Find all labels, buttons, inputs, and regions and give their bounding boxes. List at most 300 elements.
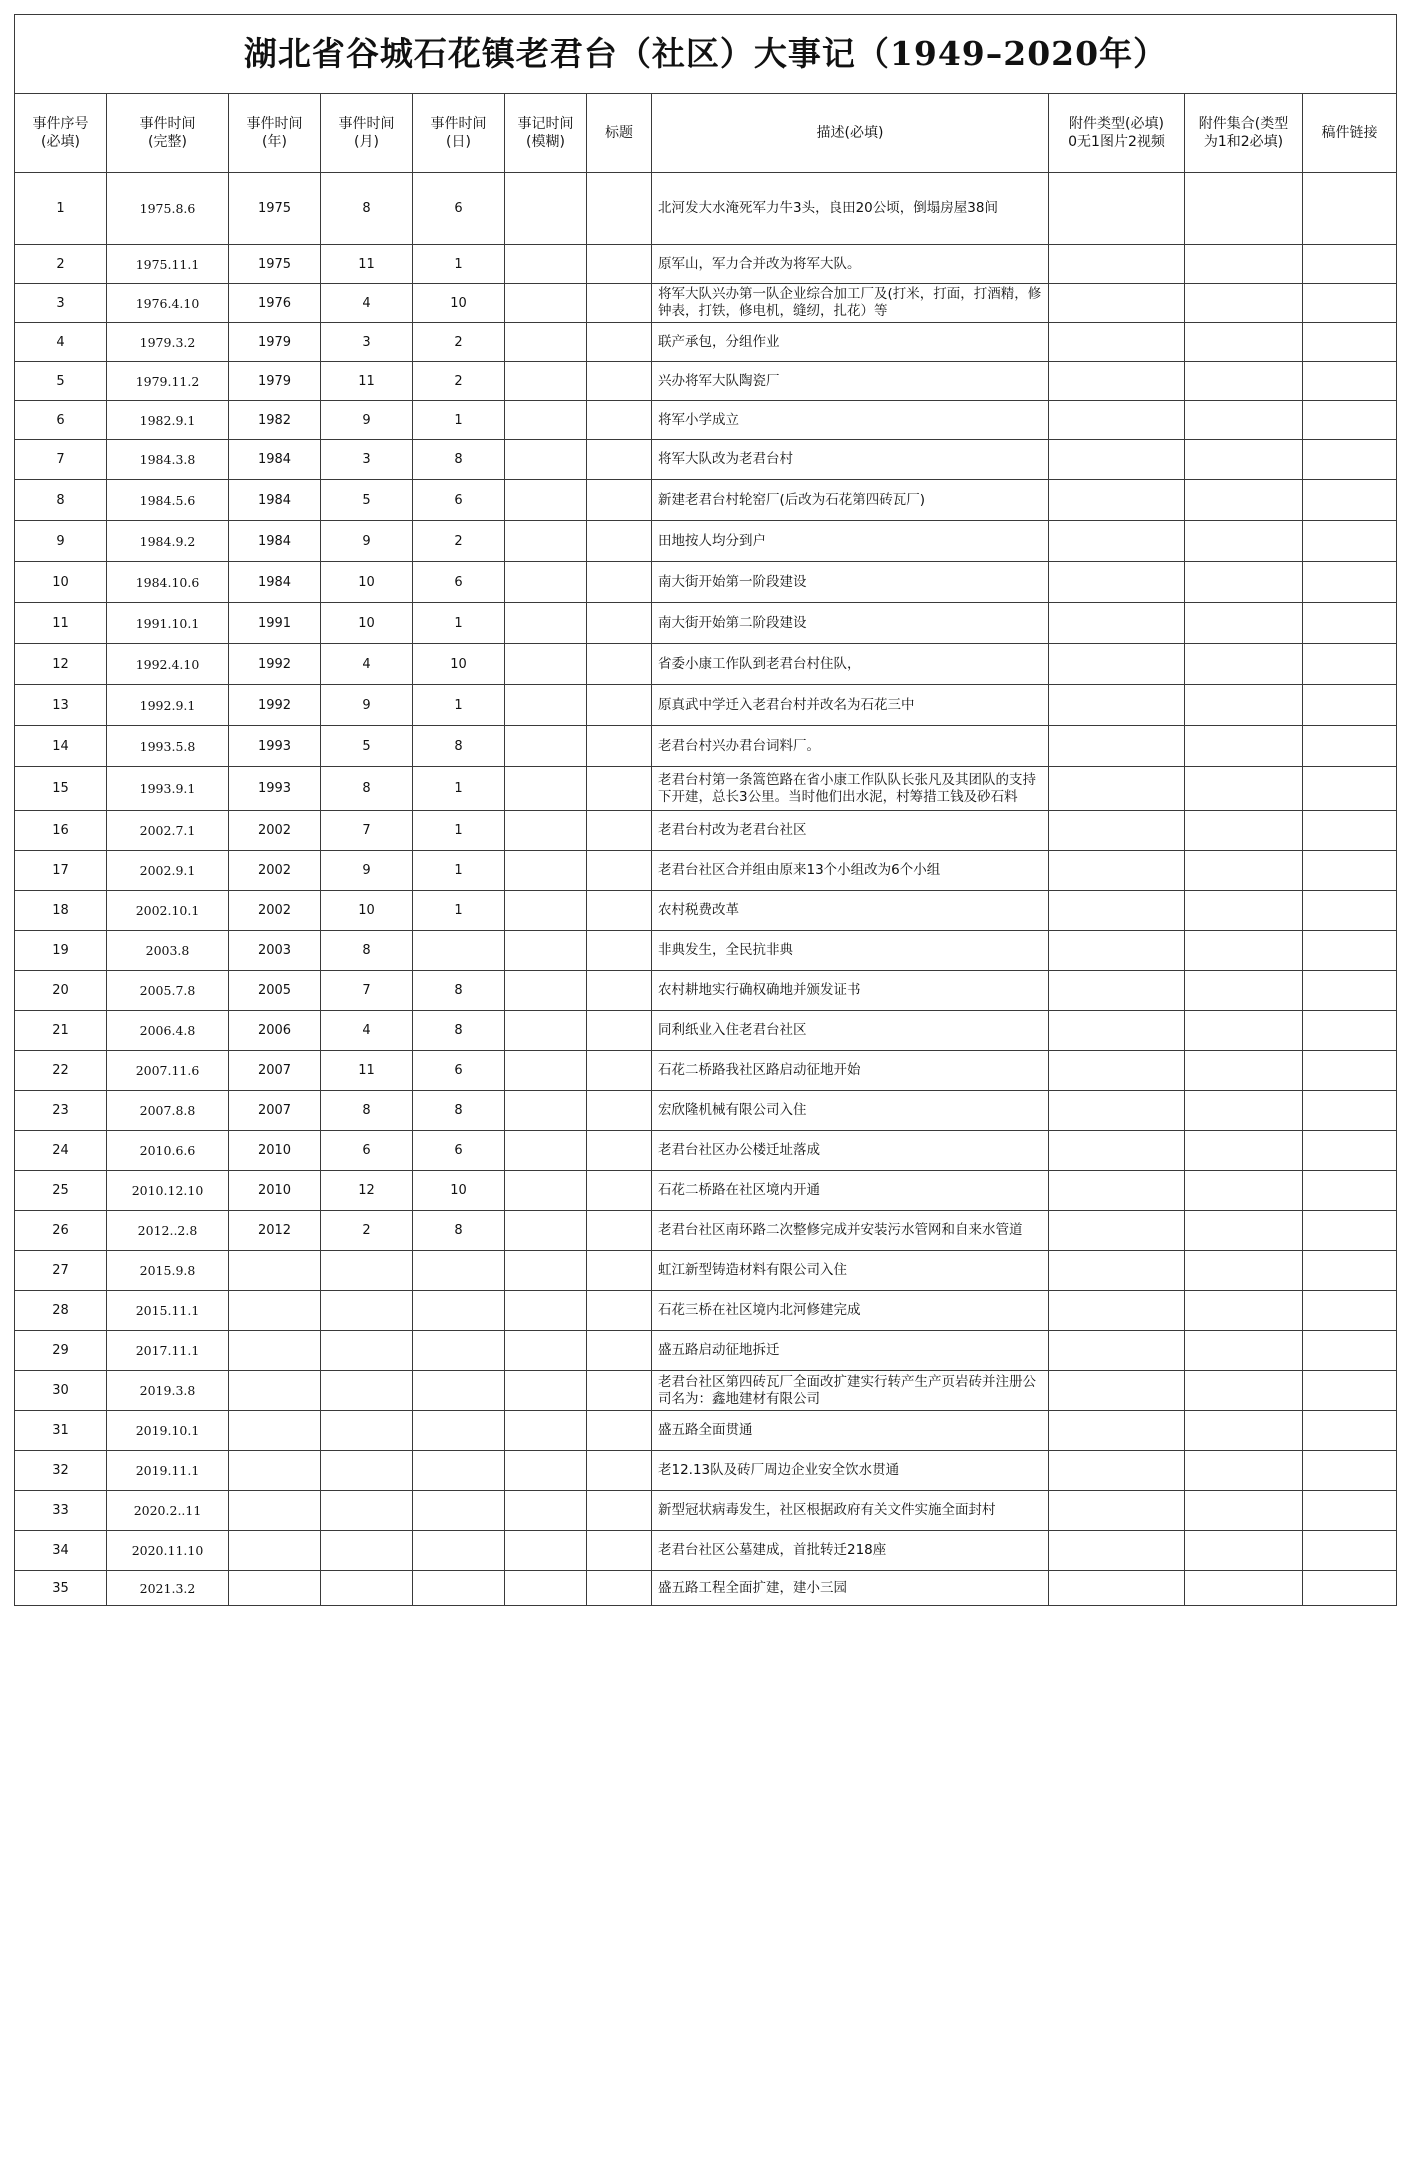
table-row: [15, 1371, 1397, 1411]
day-cell: 2: [413, 521, 505, 562]
day-cell: 1: [413, 685, 505, 726]
year-cell: 2002: [229, 891, 321, 931]
month-cell: 11: [321, 1051, 413, 1091]
article-link-cell: [1303, 284, 1397, 323]
attachment-set-cell: [1185, 891, 1303, 931]
article-link-cell: [1303, 1251, 1397, 1291]
year-cell: 2010: [229, 1131, 321, 1171]
fuzzy-date-cell: [505, 851, 587, 891]
month-cell: [321, 1411, 413, 1451]
heading-cell: [587, 1131, 652, 1171]
fuzzy-date-cell: [505, 562, 587, 603]
full-date-cell: 1984.5.6: [107, 480, 229, 521]
year-cell: 1993: [229, 726, 321, 767]
seq-cell: 26: [15, 1211, 107, 1251]
article-link-cell: [1303, 1491, 1397, 1531]
table-row: [15, 480, 1397, 521]
seq-cell: 29: [15, 1331, 107, 1371]
article-link-cell: [1303, 562, 1397, 603]
description-cell: 原真武中学迁入老君台村并改名为石花三中: [652, 685, 1049, 726]
seq-cell: 12: [15, 644, 107, 685]
day-cell: [413, 1331, 505, 1371]
seq-cell: 32: [15, 1451, 107, 1491]
seq-cell: 27: [15, 1251, 107, 1291]
seq-cell: 4: [15, 323, 107, 362]
description-cell: 盛五路启动征地拆迁: [652, 1331, 1049, 1371]
table-row: [15, 1411, 1397, 1451]
year-cell: 1984: [229, 480, 321, 521]
year-cell: 1982: [229, 401, 321, 440]
article-link-cell: [1303, 811, 1397, 851]
table-row: [15, 644, 1397, 685]
attachment-type-cell: [1049, 811, 1185, 851]
day-cell: 6: [413, 1131, 505, 1171]
fuzzy-date-cell: [505, 726, 587, 767]
year-cell: [229, 1291, 321, 1331]
attachment-type-cell: [1049, 1291, 1185, 1331]
description-cell: 同利纸业入住老君台社区: [652, 1011, 1049, 1051]
fuzzy-date-cell: [505, 891, 587, 931]
month-cell: 5: [321, 726, 413, 767]
seq-cell: 20: [15, 971, 107, 1011]
full-date-cell: 2021.3.2: [107, 1571, 229, 1606]
full-date-cell: 2010.12.10: [107, 1171, 229, 1211]
article-link-cell: [1303, 931, 1397, 971]
attachment-set-cell: [1185, 1091, 1303, 1131]
year-cell: 1984: [229, 521, 321, 562]
year-cell: 2007: [229, 1051, 321, 1091]
table-row: [15, 1171, 1397, 1211]
article-link-cell: [1303, 767, 1397, 811]
seq-cell: 22: [15, 1051, 107, 1091]
attachment-type-cell: [1049, 362, 1185, 401]
attachment-set-cell: [1185, 971, 1303, 1011]
year-cell: [229, 1571, 321, 1606]
seq-cell: 23: [15, 1091, 107, 1131]
day-cell: 8: [413, 726, 505, 767]
description-cell: 将军大队兴办第一队企业综合加工厂及(打米，打面，打酒精，修钟表，打铁，修电机，缝纫，扎花）等: [652, 284, 1049, 323]
table-row: [15, 562, 1397, 603]
heading-cell: [587, 1171, 652, 1211]
day-cell: 10: [413, 284, 505, 323]
article-link-cell: [1303, 685, 1397, 726]
month-cell: [321, 1451, 413, 1491]
fuzzy-date-cell: [505, 1051, 587, 1091]
year-cell: [229, 1251, 321, 1291]
table-row: [15, 521, 1397, 562]
table-row: [15, 891, 1397, 931]
description-cell: 农村税费改革: [652, 891, 1049, 931]
day-cell: 8: [413, 1091, 505, 1131]
sheet-title: 湖北省谷城石花镇老君台（社区）大事记（1949–2020年）: [15, 15, 1397, 94]
article-link-cell: [1303, 851, 1397, 891]
year-cell: [229, 1531, 321, 1571]
attachment-set-cell: [1185, 1171, 1303, 1211]
attachment-set-cell: [1185, 726, 1303, 767]
year-cell: 2012: [229, 1211, 321, 1251]
attachment-type-cell: [1049, 1171, 1185, 1211]
month-cell: 7: [321, 811, 413, 851]
year-cell: 1975: [229, 173, 321, 245]
attachment-type-cell: [1049, 284, 1185, 323]
full-date-cell: 1975.11.1: [107, 245, 229, 284]
attachment-set-cell: [1185, 562, 1303, 603]
header-article-link: 稿件链接: [1303, 94, 1397, 173]
full-date-cell: 1992.4.10: [107, 644, 229, 685]
description-cell: 石花三桥在社区境内北河修建完成: [652, 1291, 1049, 1331]
header-day: 事件时间 (日): [413, 94, 505, 173]
full-date-cell: 2015.11.1: [107, 1291, 229, 1331]
table-row: [15, 1451, 1397, 1491]
seq-cell: 9: [15, 521, 107, 562]
attachment-set-cell: [1185, 1371, 1303, 1411]
day-cell: 8: [413, 1211, 505, 1251]
article-link-cell: [1303, 362, 1397, 401]
day-cell: 1: [413, 851, 505, 891]
seq-cell: 35: [15, 1571, 107, 1606]
description-cell: 兴办将军大队陶瓷厂: [652, 362, 1049, 401]
table-row: [15, 1011, 1397, 1051]
full-date-cell: 2002.7.1: [107, 811, 229, 851]
full-date-cell: 2006.4.8: [107, 1011, 229, 1051]
attachment-set-cell: [1185, 173, 1303, 245]
table-row: [15, 971, 1397, 1011]
heading-cell: [587, 562, 652, 603]
fuzzy-date-cell: [505, 767, 587, 811]
attachment-type-cell: [1049, 440, 1185, 480]
seq-cell: 18: [15, 891, 107, 931]
description-cell: 盛五路全面贯通: [652, 1411, 1049, 1451]
table-body: [15, 173, 1397, 1606]
year-cell: [229, 1491, 321, 1531]
title-row: [15, 15, 1397, 94]
fuzzy-date-cell: [505, 603, 587, 644]
seq-cell: 3: [15, 284, 107, 323]
heading-cell: [587, 1411, 652, 1451]
description-cell: 联产承包，分组作业: [652, 323, 1049, 362]
attachment-type-cell: [1049, 726, 1185, 767]
attachment-type-cell: [1049, 1331, 1185, 1371]
heading-cell: [587, 1051, 652, 1091]
fuzzy-date-cell: [505, 521, 587, 562]
day-cell: [413, 1491, 505, 1531]
fuzzy-date-cell: [505, 173, 587, 245]
day-cell: [413, 1571, 505, 1606]
fuzzy-date-cell: [505, 644, 587, 685]
month-cell: 11: [321, 245, 413, 284]
month-cell: 10: [321, 562, 413, 603]
seq-cell: 28: [15, 1291, 107, 1331]
full-date-cell: 1993.5.8: [107, 726, 229, 767]
month-cell: 2: [321, 1211, 413, 1251]
year-cell: 2007: [229, 1091, 321, 1131]
table-row: [15, 726, 1397, 767]
heading-cell: [587, 284, 652, 323]
attachment-set-cell: [1185, 767, 1303, 811]
attachment-type-cell: [1049, 173, 1185, 245]
table-row: [15, 284, 1397, 323]
day-cell: [413, 1451, 505, 1491]
heading-cell: [587, 811, 652, 851]
attachment-set-cell: [1185, 521, 1303, 562]
attachment-set-cell: [1185, 1331, 1303, 1371]
description-cell: 虹江新型铸造材料有限公司入住: [652, 1251, 1049, 1291]
full-date-cell: 2010.6.6: [107, 1131, 229, 1171]
day-cell: [413, 1291, 505, 1331]
year-cell: 2003: [229, 931, 321, 971]
article-link-cell: [1303, 1091, 1397, 1131]
heading-cell: [587, 1251, 652, 1291]
day-cell: 10: [413, 1171, 505, 1211]
attachment-set-cell: [1185, 1451, 1303, 1491]
article-link-cell: [1303, 644, 1397, 685]
seq-cell: 17: [15, 851, 107, 891]
description-cell: 农村耕地实行确权确地并颁发证书: [652, 971, 1049, 1011]
attachment-type-cell: [1049, 1451, 1185, 1491]
day-cell: [413, 1371, 505, 1411]
month-cell: 11: [321, 362, 413, 401]
description-cell: 原军山，军力合并改为将军大队。: [652, 245, 1049, 284]
header-month: 事件时间 (月): [321, 94, 413, 173]
full-date-cell: 2015.9.8: [107, 1251, 229, 1291]
table-row: [15, 1571, 1397, 1606]
year-cell: [229, 1331, 321, 1371]
article-link-cell: [1303, 726, 1397, 767]
month-cell: [321, 1371, 413, 1411]
fuzzy-date-cell: [505, 685, 587, 726]
article-link-cell: [1303, 1371, 1397, 1411]
table-row: [15, 851, 1397, 891]
year-cell: 1993: [229, 767, 321, 811]
attachment-set-cell: [1185, 685, 1303, 726]
seq-cell: 13: [15, 685, 107, 726]
heading-cell: [587, 603, 652, 644]
attachment-type-cell: [1049, 931, 1185, 971]
year-cell: 1984: [229, 562, 321, 603]
month-cell: 5: [321, 480, 413, 521]
fuzzy-date-cell: [505, 931, 587, 971]
heading-cell: [587, 851, 652, 891]
article-link-cell: [1303, 1171, 1397, 1211]
description-cell: 老君台社区南环路二次整修完成并安装污水管网和自来水管道: [652, 1211, 1049, 1251]
header-row: [15, 94, 1397, 173]
year-cell: 2002: [229, 851, 321, 891]
table-row: [15, 1211, 1397, 1251]
attachment-type-cell: [1049, 323, 1185, 362]
full-date-cell: 2007.11.6: [107, 1051, 229, 1091]
day-cell: [413, 931, 505, 971]
seq-cell: 31: [15, 1411, 107, 1451]
table-row: [15, 1091, 1397, 1131]
table-row: [15, 685, 1397, 726]
article-link-cell: [1303, 521, 1397, 562]
attachment-set-cell: [1185, 440, 1303, 480]
fuzzy-date-cell: [505, 362, 587, 401]
month-cell: 4: [321, 284, 413, 323]
month-cell: 6: [321, 1131, 413, 1171]
description-cell: 省委小康工作队到老君台村住队，: [652, 644, 1049, 685]
attachment-set-cell: [1185, 1491, 1303, 1531]
article-link-cell: [1303, 1211, 1397, 1251]
seq-cell: 10: [15, 562, 107, 603]
year-cell: 1979: [229, 323, 321, 362]
day-cell: 1: [413, 811, 505, 851]
attachment-type-cell: [1049, 1491, 1185, 1531]
attachment-type-cell: [1049, 971, 1185, 1011]
seq-cell: 33: [15, 1491, 107, 1531]
description-cell: 田地按人均分到户: [652, 521, 1049, 562]
attachment-type-cell: [1049, 1211, 1185, 1251]
attachment-type-cell: [1049, 1531, 1185, 1571]
heading-cell: [587, 1211, 652, 1251]
fuzzy-date-cell: [505, 1411, 587, 1451]
attachment-type-cell: [1049, 1131, 1185, 1171]
fuzzy-date-cell: [505, 323, 587, 362]
day-cell: [413, 1251, 505, 1291]
header-fuzzy-date: 事记时间 (模糊): [505, 94, 587, 173]
article-link-cell: [1303, 1291, 1397, 1331]
heading-cell: [587, 685, 652, 726]
year-cell: 2006: [229, 1011, 321, 1051]
fuzzy-date-cell: [505, 1331, 587, 1371]
attachment-set-cell: [1185, 1411, 1303, 1451]
table-row: [15, 1531, 1397, 1571]
seq-cell: 5: [15, 362, 107, 401]
heading-cell: [587, 480, 652, 521]
year-cell: [229, 1371, 321, 1411]
description-cell: 老12.13队及砖厂周边企业安全饮水贯通: [652, 1451, 1049, 1491]
attachment-type-cell: [1049, 1371, 1185, 1411]
article-link-cell: [1303, 323, 1397, 362]
fuzzy-date-cell: [505, 480, 587, 521]
day-cell: 1: [413, 401, 505, 440]
attachment-type-cell: [1049, 401, 1185, 440]
day-cell: 1: [413, 767, 505, 811]
full-date-cell: 1992.9.1: [107, 685, 229, 726]
heading-cell: [587, 726, 652, 767]
full-date-cell: 2002.9.1: [107, 851, 229, 891]
description-cell: 南大街开始第一阶段建设: [652, 562, 1049, 603]
header-heading: 标题: [587, 94, 652, 173]
month-cell: [321, 1291, 413, 1331]
heading-cell: [587, 931, 652, 971]
seq-cell: 11: [15, 603, 107, 644]
description-cell: 老君台村第一条篙笆路在省小康工作队队长张凡及其团队的支持下开建，总长3公里。当时他们出水泥，村筹措工钱及砂石料: [652, 767, 1049, 811]
year-cell: 1976: [229, 284, 321, 323]
full-date-cell: 2007.8.8: [107, 1091, 229, 1131]
attachment-type-cell: [1049, 1411, 1185, 1451]
full-date-cell: 1979.11.2: [107, 362, 229, 401]
heading-cell: [587, 1091, 652, 1131]
table-row: [15, 1491, 1397, 1531]
attachment-set-cell: [1185, 1131, 1303, 1171]
header-attachment-set: 附件集合(类型 为1和2必填): [1185, 94, 1303, 173]
fuzzy-date-cell: [505, 1011, 587, 1051]
year-cell: 1992: [229, 685, 321, 726]
seq-cell: 24: [15, 1131, 107, 1171]
attachment-set-cell: [1185, 245, 1303, 284]
seq-cell: 1: [15, 173, 107, 245]
fuzzy-date-cell: [505, 1131, 587, 1171]
day-cell: [413, 1531, 505, 1571]
table-row: [15, 1131, 1397, 1171]
fuzzy-date-cell: [505, 1571, 587, 1606]
table-row: [15, 1251, 1397, 1291]
fuzzy-date-cell: [505, 245, 587, 284]
full-date-cell: 1984.3.8: [107, 440, 229, 480]
seq-cell: 7: [15, 440, 107, 480]
fuzzy-date-cell: [505, 401, 587, 440]
table-row: [15, 1291, 1397, 1331]
attachment-type-cell: [1049, 521, 1185, 562]
fuzzy-date-cell: [505, 1491, 587, 1531]
events-table: [14, 14, 1397, 1606]
attachment-set-cell: [1185, 1571, 1303, 1606]
article-link-cell: [1303, 401, 1397, 440]
day-cell: 1: [413, 891, 505, 931]
attachment-type-cell: [1049, 562, 1185, 603]
article-link-cell: [1303, 1571, 1397, 1606]
attachment-type-cell: [1049, 1091, 1185, 1131]
full-date-cell: 2020.11.10: [107, 1531, 229, 1571]
seq-cell: 34: [15, 1531, 107, 1571]
day-cell: 8: [413, 1011, 505, 1051]
full-date-cell: 2020.2..11: [107, 1491, 229, 1531]
attachment-type-cell: [1049, 1051, 1185, 1091]
full-date-cell: 1979.3.2: [107, 323, 229, 362]
full-date-cell: 1993.9.1: [107, 767, 229, 811]
attachment-type-cell: [1049, 1251, 1185, 1291]
description-cell: 北河发大水淹死军力牛3头，良田20公顷，倒塌房屋38间: [652, 173, 1049, 245]
heading-cell: [587, 323, 652, 362]
heading-cell: [587, 401, 652, 440]
heading-cell: [587, 891, 652, 931]
seq-cell: 16: [15, 811, 107, 851]
day-cell: 6: [413, 1051, 505, 1091]
article-link-cell: [1303, 1531, 1397, 1571]
article-link-cell: [1303, 1011, 1397, 1051]
heading-cell: [587, 245, 652, 284]
fuzzy-date-cell: [505, 1531, 587, 1571]
day-cell: 6: [413, 173, 505, 245]
month-cell: 3: [321, 323, 413, 362]
attachment-set-cell: [1185, 931, 1303, 971]
day-cell: 6: [413, 562, 505, 603]
year-cell: 1979: [229, 362, 321, 401]
description-cell: 老君台社区公墓建成，首批转迁218座: [652, 1531, 1049, 1571]
day-cell: 1: [413, 603, 505, 644]
description-cell: 老君台村改为老君台社区: [652, 811, 1049, 851]
full-date-cell: 2019.11.1: [107, 1451, 229, 1491]
month-cell: [321, 1491, 413, 1531]
attachment-set-cell: [1185, 401, 1303, 440]
year-cell: 2010: [229, 1171, 321, 1211]
heading-cell: [587, 1291, 652, 1331]
heading-cell: [587, 362, 652, 401]
month-cell: 9: [321, 401, 413, 440]
day-cell: 6: [413, 480, 505, 521]
description-cell: 将军大队改为老君台村: [652, 440, 1049, 480]
attachment-set-cell: [1185, 1011, 1303, 1051]
fuzzy-date-cell: [505, 284, 587, 323]
full-date-cell: 2012..2.8: [107, 1211, 229, 1251]
article-link-cell: [1303, 1051, 1397, 1091]
description-cell: 盛五路工程全面扩建，建小三园: [652, 1571, 1049, 1606]
header-full-date: 事件时间 (完整): [107, 94, 229, 173]
heading-cell: [587, 644, 652, 685]
month-cell: 9: [321, 521, 413, 562]
year-cell: [229, 1451, 321, 1491]
